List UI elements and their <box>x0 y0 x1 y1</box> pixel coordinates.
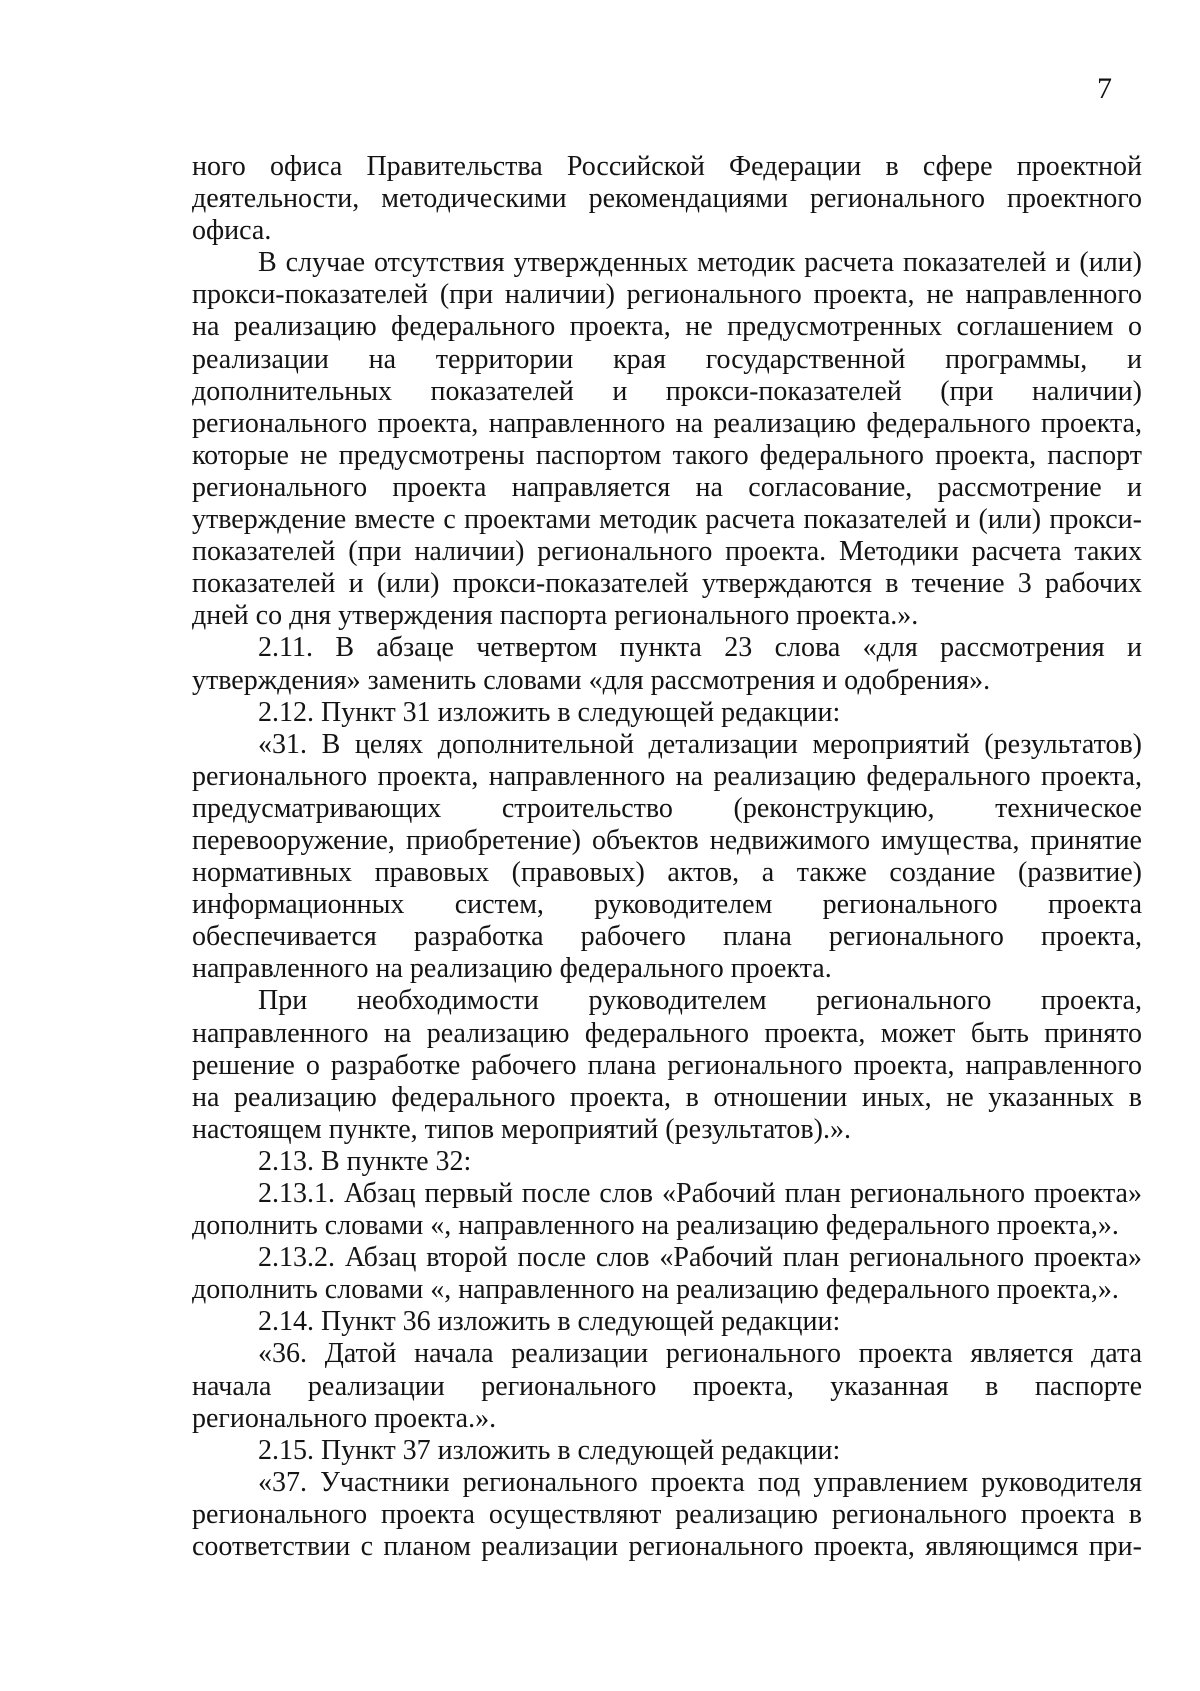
paragraph-point-36: «36. Датой начала реализации регионального проекта является дата начала реализации регионального проекта, указанная в паспорте регионального проекта.». <box>192 1338 1142 1434</box>
paragraph-point-37: «37. Участники регионального проекта под управлением руководителя регионального проекта осуществляют реализацию регионального проекта в соответствии с планом реализации регионального проекта, являющимся при- <box>192 1466 1142 1563</box>
document-body <box>192 151 1142 1563</box>
paragraph-2-15: 2.15. Пункт 37 изложить в следующей редакции: <box>258 1434 841 1466</box>
paragraph-2-13-1: 2.13.1. Абзац первый после слов «Рабочий план регионального проекта» дополнить словами «, направленного на реализацию федерального проекта,». <box>192 1178 1142 1242</box>
paragraph-point-31: «31. В целях дополнительной детализации мероприятий (результатов) регионального проекта, направленного на реализацию федерального проекта, предусматривающих строительство (реконструкцию, техническое перевооружение, приобретение) объектов недвижимого имущества, принятие нормативных правовых (правовых) актов, а также создание (развитие) информационных систем, руководителем регионального проекта обеспечивается разработка рабочего плана регионального проекта, направленного на реализацию федерального проекта. <box>192 728 1142 985</box>
paragraph-2-12: 2.12. Пункт 31 изложить в следующей редакции: <box>258 696 841 728</box>
paragraph-2-13-2: 2.13.2. Абзац второй после слов «Рабочий план регионального проекта» дополнить словами «, направленного на реализацию федерального проекта,». <box>192 1242 1142 1306</box>
paragraph-methodology: В случае отсутствия утвержденных методик расчета показателей и (или) прокси-показателей (при наличии) регионального проекта, не направленного на реализацию федерального проекта, не предусмотренных соглашением о реализации на территории края государственной программы, и дополнительных показателей и прокси-показателей (при наличии) регионального проекта, направленного на реализацию федерального проекта, которые не предусмотрены паспортом такого федерального проекта, паспорт регионального проекта направляется на согласование, рассмотрение и утверждение вместе с проектами методик расчета показателей и (или) прокси-показателей (при наличии) регионального проекта. Методики расчета таких показателей и (или) прокси-показателей утверждаются в течение 3 рабочих дней со дня утверждения паспорта регионального проекта.». <box>192 247 1142 632</box>
paragraph-2-13: 2.13. В пункте 32: <box>258 1145 472 1177</box>
page-number: 7 <box>1097 72 1112 105</box>
paragraph-2-14: 2.14. Пункт 36 изложить в следующей редакции: <box>258 1306 841 1338</box>
paragraph-2-11: 2.11. В абзаце четвертом пункта 23 слова «для рассмотрения и утверждения» заменить словами «для рассмотрения и одобрения». <box>192 632 1142 696</box>
paragraph-point-31-second: При необходимости руководителем регионального проекта, направленного на реализацию федерального проекта, может быть принято решение о разработке рабочего плана регионального проекта, направленного на реализацию федерального проекта, в отношении иных, не указанных в настоящем пункте, типов мероприятий (результатов).». <box>192 985 1142 1145</box>
paragraph-continuation: ного офиса Правительства Российской Федерации в сфере проектной деятельности, методическими рекомендациями регионального проектного офиса. <box>192 151 1142 247</box>
